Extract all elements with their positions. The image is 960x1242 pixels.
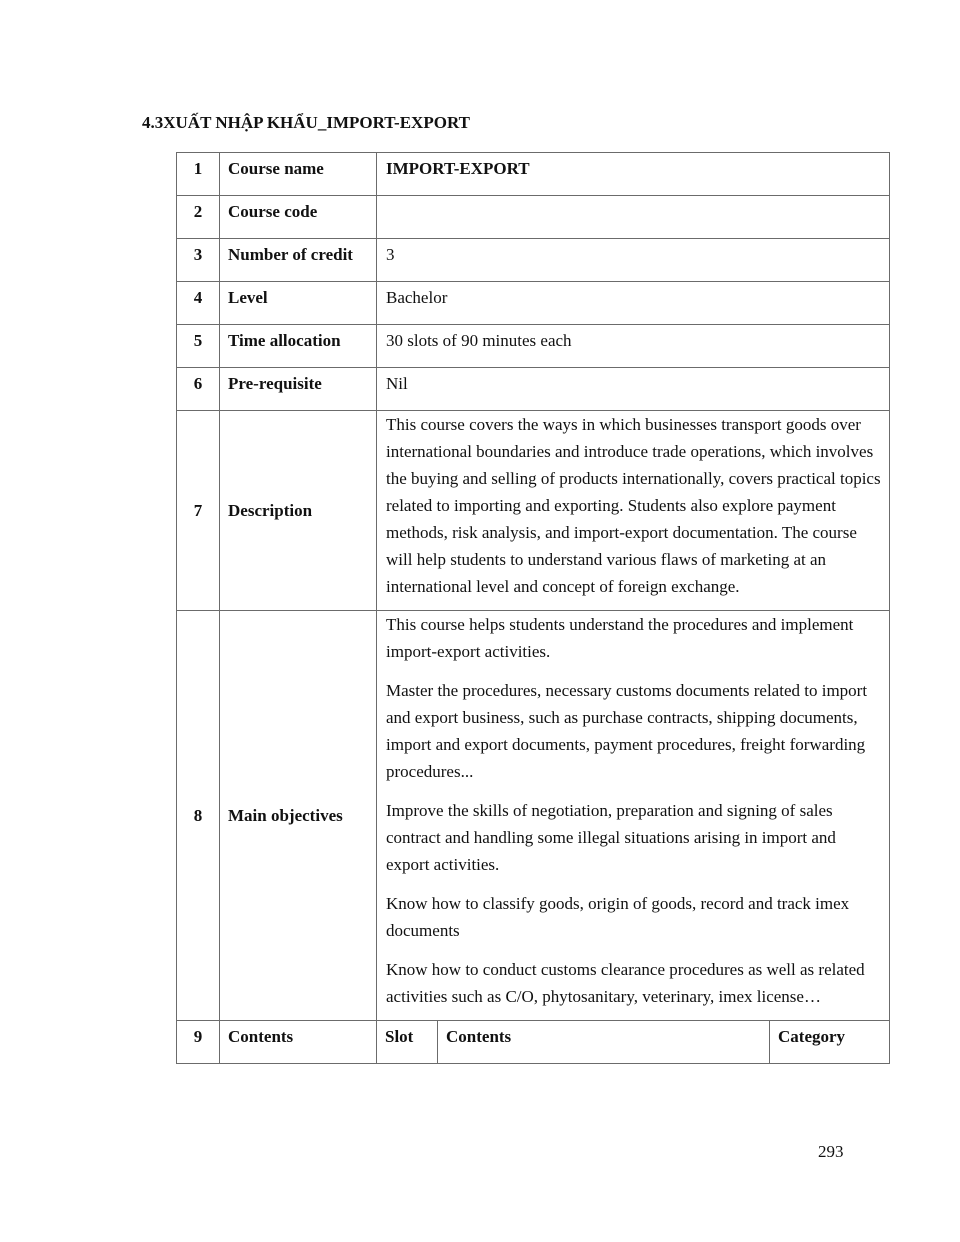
- row-number: 8: [177, 611, 220, 1021]
- objectives-cell: [377, 611, 890, 1021]
- credits-value: 3: [377, 239, 890, 282]
- row-label: Level: [220, 282, 377, 325]
- table-row-credits: [177, 239, 890, 282]
- table-row-contents: [177, 1021, 890, 1064]
- row-label: Pre-requisite: [220, 368, 377, 411]
- row-number: 4: [177, 282, 220, 325]
- column-header-contents: Contents: [438, 1021, 770, 1064]
- time-allocation-value: 30 slots of 90 minutes each: [377, 325, 890, 368]
- table-row-course-code: [177, 196, 890, 239]
- row-number: 6: [177, 368, 220, 411]
- objective-paragraph: Improve the skills of negotiation, preparation and signing of sales contract and handling some illegal situations arising in import and export activities.: [386, 801, 836, 874]
- column-header-slot: Slot: [377, 1021, 438, 1064]
- objective-paragraph: This course helps students understand the procedures and implement import-export activities.: [386, 615, 854, 661]
- course-code-value: [377, 196, 890, 239]
- level-value: Bachelor: [377, 282, 890, 325]
- row-label: Course code: [220, 196, 377, 239]
- table-row-time-allocation: [177, 325, 890, 368]
- row-number: 3: [177, 239, 220, 282]
- table-row-objectives: [177, 611, 890, 1021]
- row-number: 5: [177, 325, 220, 368]
- row-number: 2: [177, 196, 220, 239]
- row-number: 7: [177, 411, 220, 611]
- row-label: Time allocation: [220, 325, 377, 368]
- row-label: Contents: [220, 1021, 377, 1064]
- table-row-prerequisite: [177, 368, 890, 411]
- section-heading: 4.3XUẤT NHẬP KHẨU_IMPORT-EXPORT: [142, 113, 470, 132]
- row-label: Description: [220, 411, 377, 611]
- objective-paragraph: Know how to conduct customs clearance procedures as well as related activities such as C/O, phytosanitary, veterinary, imex license…: [386, 960, 865, 1006]
- objective-paragraph: Master the procedures, necessary customs documents related to import and export business, such as purchase contracts, shipping documents, import and export documents, payment procedures, freight forwarding procedures...: [386, 681, 868, 781]
- objective-paragraph: Know how to classify goods, origin of goods, record and track imex documents: [386, 894, 850, 940]
- row-label: Number of credit: [220, 239, 377, 282]
- table-row-description: [177, 411, 890, 611]
- description-text: This course covers the ways in which businesses transport goods over international boundaries and introduce trade operations, which involves the buying and selling of products internationally, covers practical topics related to importing and exporting. Students also explore payment methods, risk analysis, and import-export documentation. The course will help students to understand various flaws of marketing at an international level and concept of foreign exchange.: [377, 411, 890, 611]
- row-label: Main objectives: [220, 611, 377, 1021]
- row-label: Course name: [220, 153, 377, 196]
- table-row-level: [177, 282, 890, 325]
- course-info-table: [176, 152, 890, 1064]
- page-number: 293: [818, 1142, 844, 1161]
- prerequisite-value: Nil: [377, 368, 890, 411]
- column-header-category: Category: [770, 1021, 890, 1064]
- row-number: 9: [177, 1021, 220, 1064]
- course-name-value: IMPORT-EXPORT: [377, 153, 890, 196]
- table-row-course-name: [177, 153, 890, 196]
- row-number: 1: [177, 153, 220, 196]
